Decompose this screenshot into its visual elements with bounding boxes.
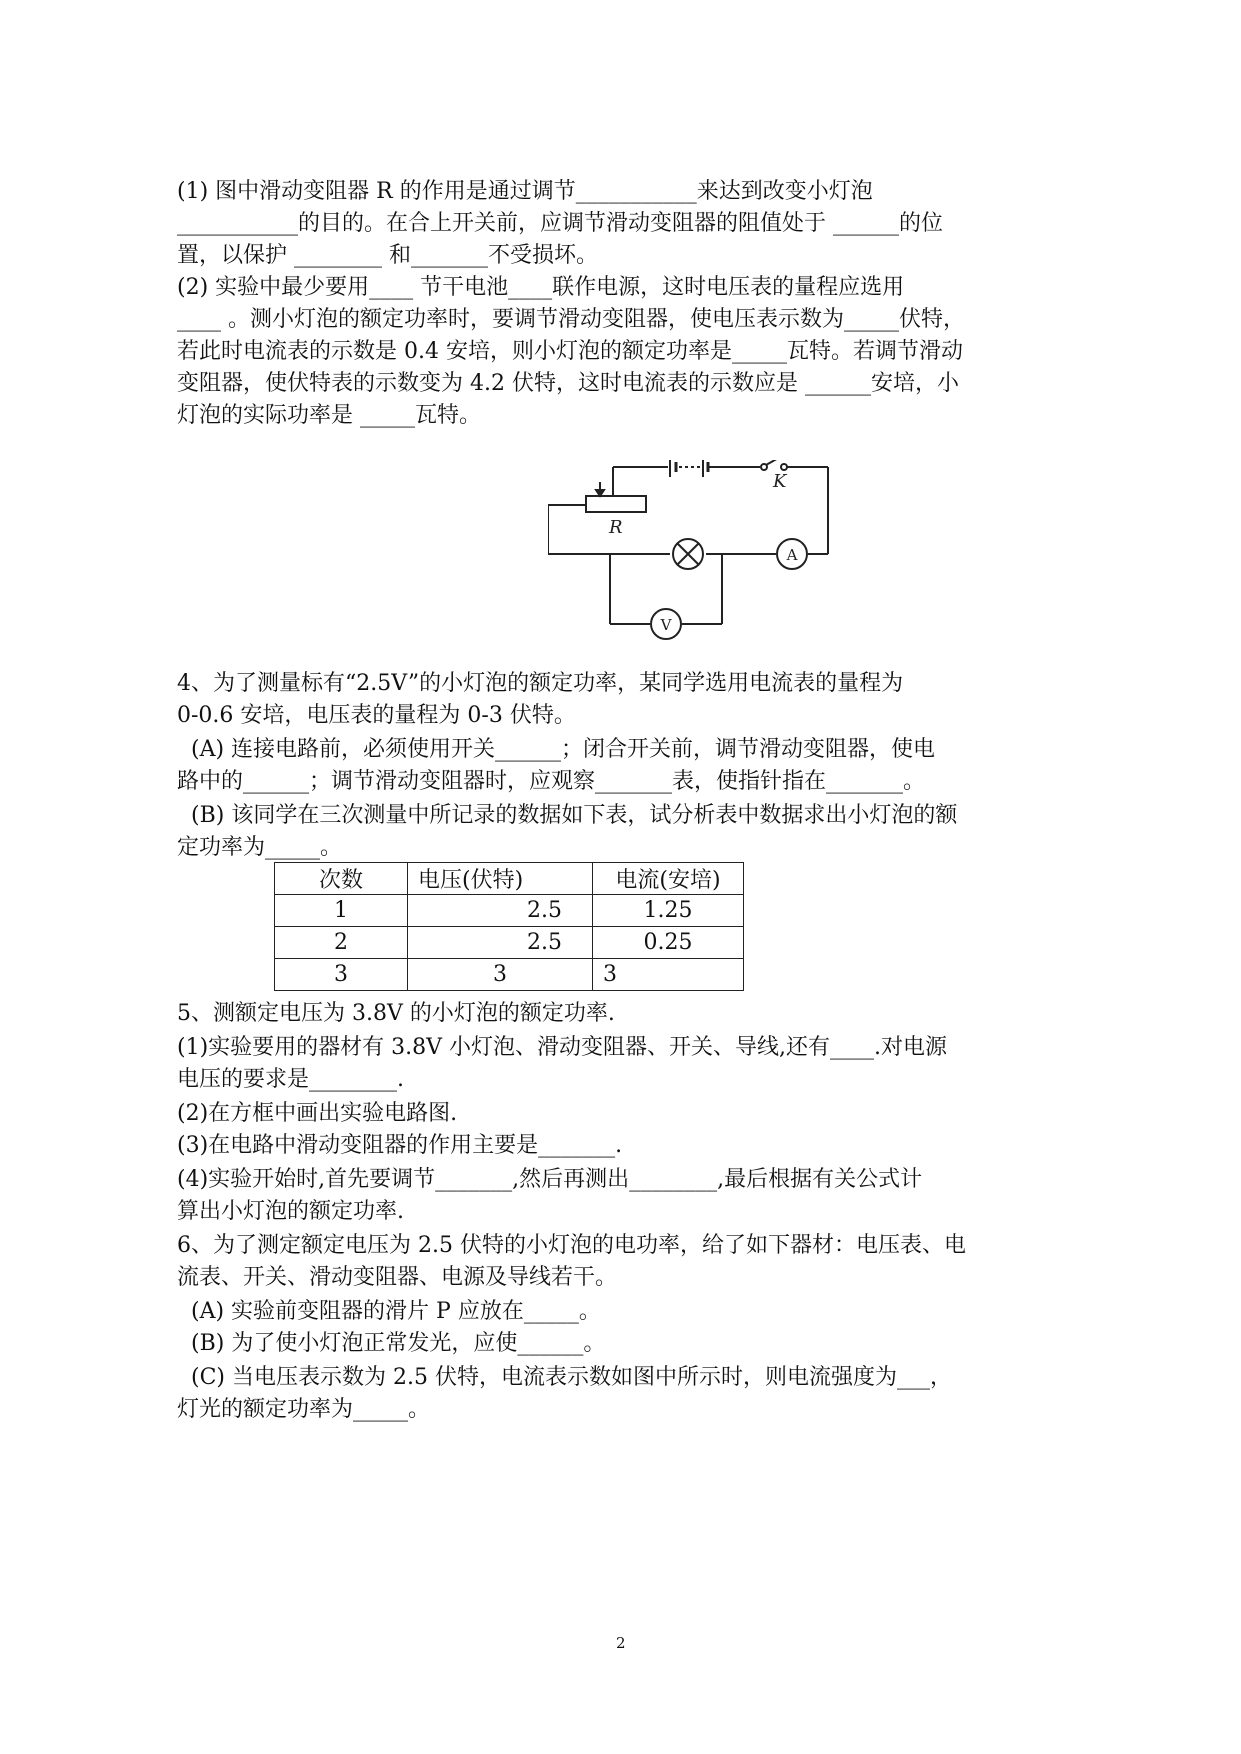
q5-line: 5、测额定电压为 3.8V 的小灯泡的额定功率. [177, 1001, 615, 1026]
q5-line: (3)在电路中滑动变阻器的作用主要是_______. [177, 1133, 623, 1158]
table-cell: 3 [593, 959, 744, 991]
text-line: (2) 实验中最少要用____ 节干电池____联作电源，这时电压表的量程应选用 [177, 275, 905, 300]
table-cell: 2 [275, 927, 408, 959]
table-header-row [275, 863, 744, 895]
table-row [275, 959, 744, 991]
text-line: ____ 。测小灯泡的额定功率时，要调节滑动变阻器，使电压表示数为_____伏特， [177, 307, 965, 332]
q6-line: 6、为了测定额定电压为 2.5 伏特的小灯泡的电功率，给了如下器材：电压表、电 [177, 1233, 966, 1258]
page-number: 2 [616, 1634, 626, 1652]
q4-line: (A) 连接电路前，必须使用开关______；闭合开关前，调节滑动变阻器，使电 [177, 737, 936, 762]
q4-line: 路中的______；调节滑动变阻器时，应观察_______表，使指针指在_______。 [177, 769, 926, 794]
q6-line: (A) 实验前变阻器的滑片 P 应放在_____。 [177, 1299, 601, 1324]
rheostat-body [586, 496, 646, 512]
table-header: 次数 [275, 863, 408, 895]
q6-line: 流表、开关、滑动变阻器、电源及导线若干。 [177, 1265, 618, 1290]
table-cell: 3 [275, 959, 408, 991]
q6-line: (B) 为了使小灯泡正常发光，应使______。 [177, 1331, 606, 1356]
q5-line: (1)实验要用的器材有 3.8V 小灯泡、滑动变阻器、开关、导线,还有____.对电源 [177, 1035, 948, 1060]
table-cell: 0.25 [593, 927, 744, 959]
text-line: 置，以保护 ________ 和_______不受损坏。 [177, 243, 598, 268]
ammeter-label: A [786, 546, 798, 564]
q6-line: (C) 当电压表示数为 2.5 伏特，电流表示数如图中所示时，则电流强度为___， [177, 1365, 952, 1390]
table-cell: 1.25 [593, 895, 744, 927]
q4-line: 0-0.6 安培，电压表的量程为 0-3 伏特。 [177, 703, 576, 728]
q5-line: (2)在方框中画出实验电路图. [177, 1101, 458, 1126]
table-row [275, 895, 744, 927]
q5-line: (4)实验开始时,首先要调节_______,然后再测出________,最后根据有关公式计 [177, 1167, 923, 1192]
rheostat-label: R [609, 517, 623, 538]
q6-line: 灯光的额定功率为_____。 [177, 1397, 431, 1422]
q5-line: 电压的要求是________. [177, 1067, 404, 1092]
data-table [274, 862, 744, 991]
voltmeter-label: V [660, 616, 672, 634]
q4-line: 定功率为_____。 [177, 835, 343, 860]
text-line: (1) 图中滑动变阻器 R 的作用是通过调节___________来达到改变小灯泡 [177, 179, 873, 204]
q4-line: 4、为了测量标有“2.5V”的小灯泡的额定功率，某同学选用电流表的量程为 [177, 671, 904, 696]
switch-contact-2 [781, 464, 787, 470]
table-cell: 2.5 [408, 927, 593, 959]
switch-label: K [773, 471, 787, 492]
text-line: 灯泡的实际功率是 _____瓦特。 [177, 403, 481, 428]
table-cell: 2.5 [408, 895, 593, 927]
table-header: 电压(伏特) [408, 863, 593, 895]
circuit-diagram [548, 460, 848, 660]
q5-line: 算出小灯泡的额定功率. [177, 1199, 404, 1224]
text-line: 变阻器，使伏特表的示数变为 4.2 伏特，这时电流表的示数应是 ______安培，小 [177, 371, 959, 396]
table-row [275, 927, 744, 959]
text-line: ___________的目的。在合上开关前，应调节滑动变阻器的阻值处于 ______的位 [177, 211, 943, 236]
table-header: 电流(安培) [593, 863, 744, 895]
table-cell: 3 [408, 959, 593, 991]
switch-lever [766, 460, 782, 465]
q4-line: (B) 该同学在三次测量中所记录的数据如下表，试分析表中数据求出小灯泡的额 [177, 803, 958, 828]
text-line: 若此时电流表的示数是 0.4 安培，则小灯泡的额定功率是_____瓦特。若调节滑动 [177, 339, 963, 364]
table-cell: 1 [275, 895, 408, 927]
